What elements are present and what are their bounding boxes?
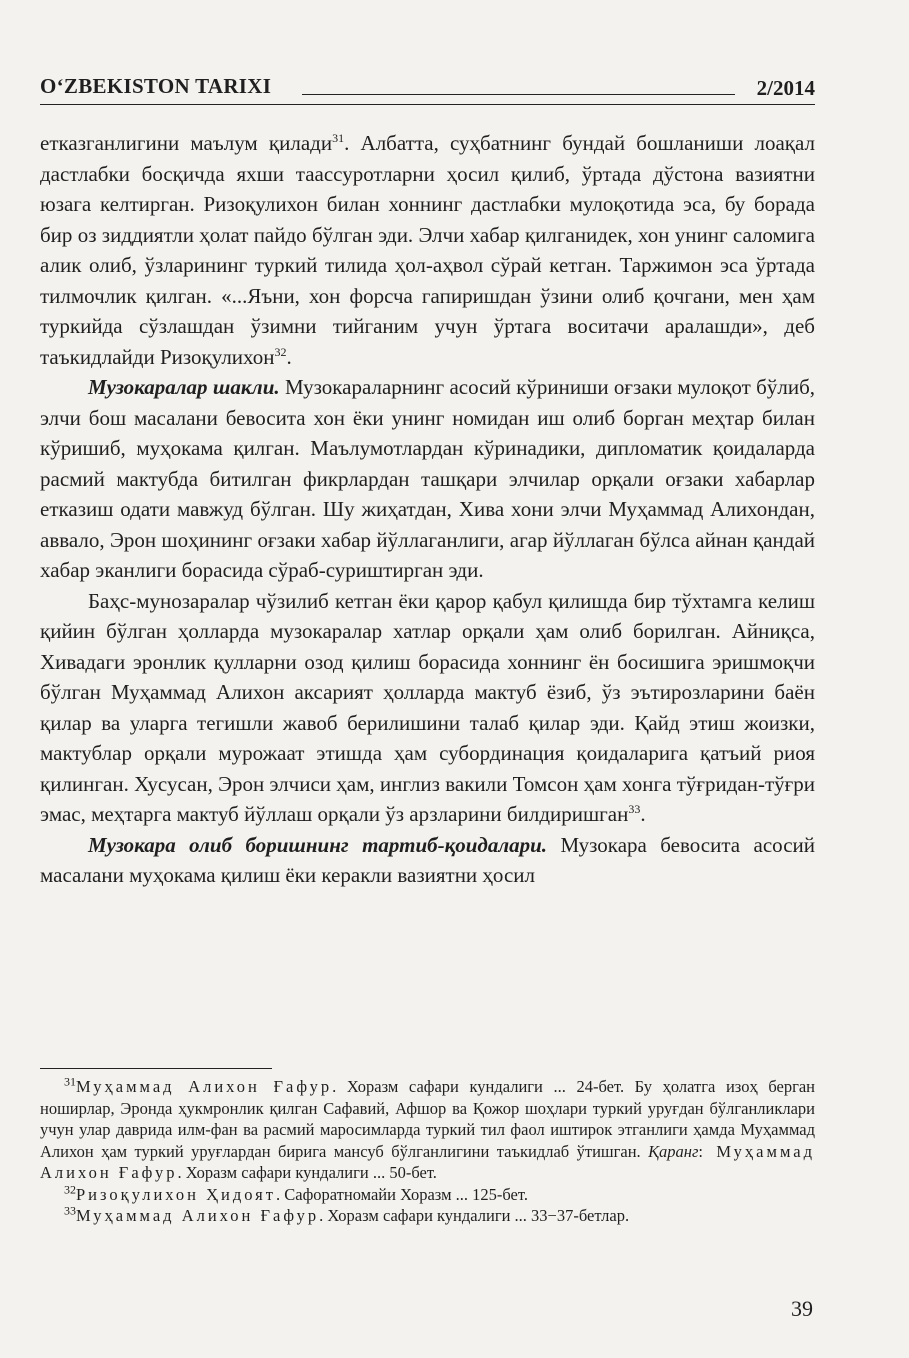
running-header xyxy=(40,68,815,104)
page-number: 39 xyxy=(791,1296,813,1321)
footnote-author: : Муҳаммад Алихон Ғафур xyxy=(40,1141,815,1182)
footnotes xyxy=(40,1076,815,1227)
paragraph xyxy=(40,372,815,586)
footnote-author: Муҳаммад Алихон Ғафур xyxy=(76,1206,320,1225)
section-heading: Музокаралар шакли. xyxy=(88,375,280,399)
footnote-number: 32 xyxy=(64,1182,76,1196)
paragraph xyxy=(40,830,815,891)
footnote-author: Ризоқулихон Ҳидоят xyxy=(76,1184,276,1204)
paragraph-text: етказганлигини маълум қилади xyxy=(40,131,333,155)
footnote-32 xyxy=(40,1184,815,1206)
footnote-text: . Хоразм сафари кундалиги ... 33−37-бетлар. xyxy=(319,1206,630,1225)
paragraph xyxy=(40,128,815,372)
journal-title: O‘ZBEKISTON TARIXI xyxy=(40,74,272,98)
header-rule xyxy=(302,94,735,95)
paragraph-text: Музокараларнинг асосий кўриниши оғзаки мулоқот бўлиб, элчи бош масалани бевосита хон ёки унинг номидан иш олиб борган меҳтар билан кўришиб, муҳокама қилган. Маълумотлардан кўринадики, дипломатик қоидаларда расмий мактубда битилган фикрлардан ташқари элчилар орқали оғзаки хабарлар етказиш одати мавжуд бўлган. Шу жиҳатдан, Хива хони элчи Муҳаммад Алихондан, аввало, Эрон шоҳининг оғзаки хабар йўллаганлиги, агар йўллаган бўлса айнан қандай хабар эканлиги борасида сўраб-суриштирган эди. xyxy=(40,375,815,582)
section-heading: Музокара олиб боришнинг тартиб-қоидалари. xyxy=(88,832,548,857)
paragraph-text: Баҳс-мунозаралар чўзилиб кетган ёки қарор қабул қилишда бир тўхтамга келиш қийин бўлган ҳолларда музокаралар хатлар орқали ҳам олиб борилган. Айниқса, Хивадаги эронлик қулларни озод қилиш борасида хоннинг ён босишига эришмоқчи бўлган Муҳаммад Алихон аксарият ҳолларда мактуб ёзиб, ўз эътирозларини баён қилар ва уларга тегишли жавоб берилишини талаб қилар эди. Қайд этиш жоизки, мактублар орқали мурожаат этишда ҳам субординация қоидаларига қатъий риоя қилинган. Хусусан, Эрон элчиси ҳам, инглиз вакили Томсон ҳам хонга тўғридан-тўғри эмас, меҳтарга мактуб йўллаш орқали ўз арзларини билдиришган xyxy=(40,588,815,826)
footnote-text: . Сафоратномайи Хоразм ... 125-бет. xyxy=(276,1184,528,1204)
paragraph-text: Музокара бевосита асосий масалани муҳокама қилиш ёки керакли вазиятни ҳосил xyxy=(40,832,815,887)
paragraph-text: . xyxy=(640,802,646,826)
paragraph xyxy=(40,586,815,830)
footnote-author: Муҳаммад Алихон Ғафур xyxy=(76,1077,333,1096)
footnote-ref[interactable]: 32 xyxy=(274,344,287,359)
paragraph-text: . xyxy=(286,344,292,369)
footnote-ref[interactable]: 33 xyxy=(628,802,641,816)
issue-number: 2/2014 xyxy=(756,76,815,100)
footnote-separator xyxy=(40,1068,272,1069)
footnote-number: 31 xyxy=(64,1074,76,1089)
footnote-31 xyxy=(40,1076,815,1184)
paragraph-text: . Албатта, суҳбатнинг бундай бошланиши лоақал дастлабки босқичда яхши таассуротларни ҳосил қилиб, ўртада дўстона вазиятни юзага келтирган. Ризоқулихон билан хоннинг дастлабки мулоқотида эса, бу борада бир оз зиддиятли ҳолат пайдо бўлган эди. Элчи хабар қилганидек, хон унинг саломига алик олиб, ўзларининг туркий тилида ҳол-аҳвол сўрай кетган. Таржимон эса ўртада тилмочлик қилган. «...Яъни, хон форсча гапиришдан ўзини олиб қочгани, мен ҳам туркийда сўзлашдан ўзимни тийганим учун ўртага воситачи аралашди», деб таъкидлайди Ризоқулихон xyxy=(40,131,815,369)
footnote-text: . Хоразм сафари кундалиги ... 50-бет. xyxy=(177,1163,437,1182)
article-body xyxy=(40,128,815,891)
footnote-ref[interactable]: 31 xyxy=(332,131,345,145)
footnote-text: . Хоразм сафари кундалиги ... 24-бет. Бу ҳолатга изоҳ берган ноширлар, Эронда ҳукмронлик қилган Сафавий, Афшор ва Қожор шоҳлари туркий уруғдан бўлганликлари учун улар даврида илм-фан ва расмий маросимларда туркий тил фаол иштирок этганлиги ҳамда Муҳаммад Алихон ҳам туркий уруғлардан бирига мансуб бўлганлигини таъкидлаб ўтишган. xyxy=(40,1077,815,1161)
header-divider xyxy=(40,104,815,105)
footnote-number: 33 xyxy=(64,1203,76,1218)
footnote-33 xyxy=(40,1205,815,1227)
footnote-see: Қаранг xyxy=(648,1141,699,1161)
